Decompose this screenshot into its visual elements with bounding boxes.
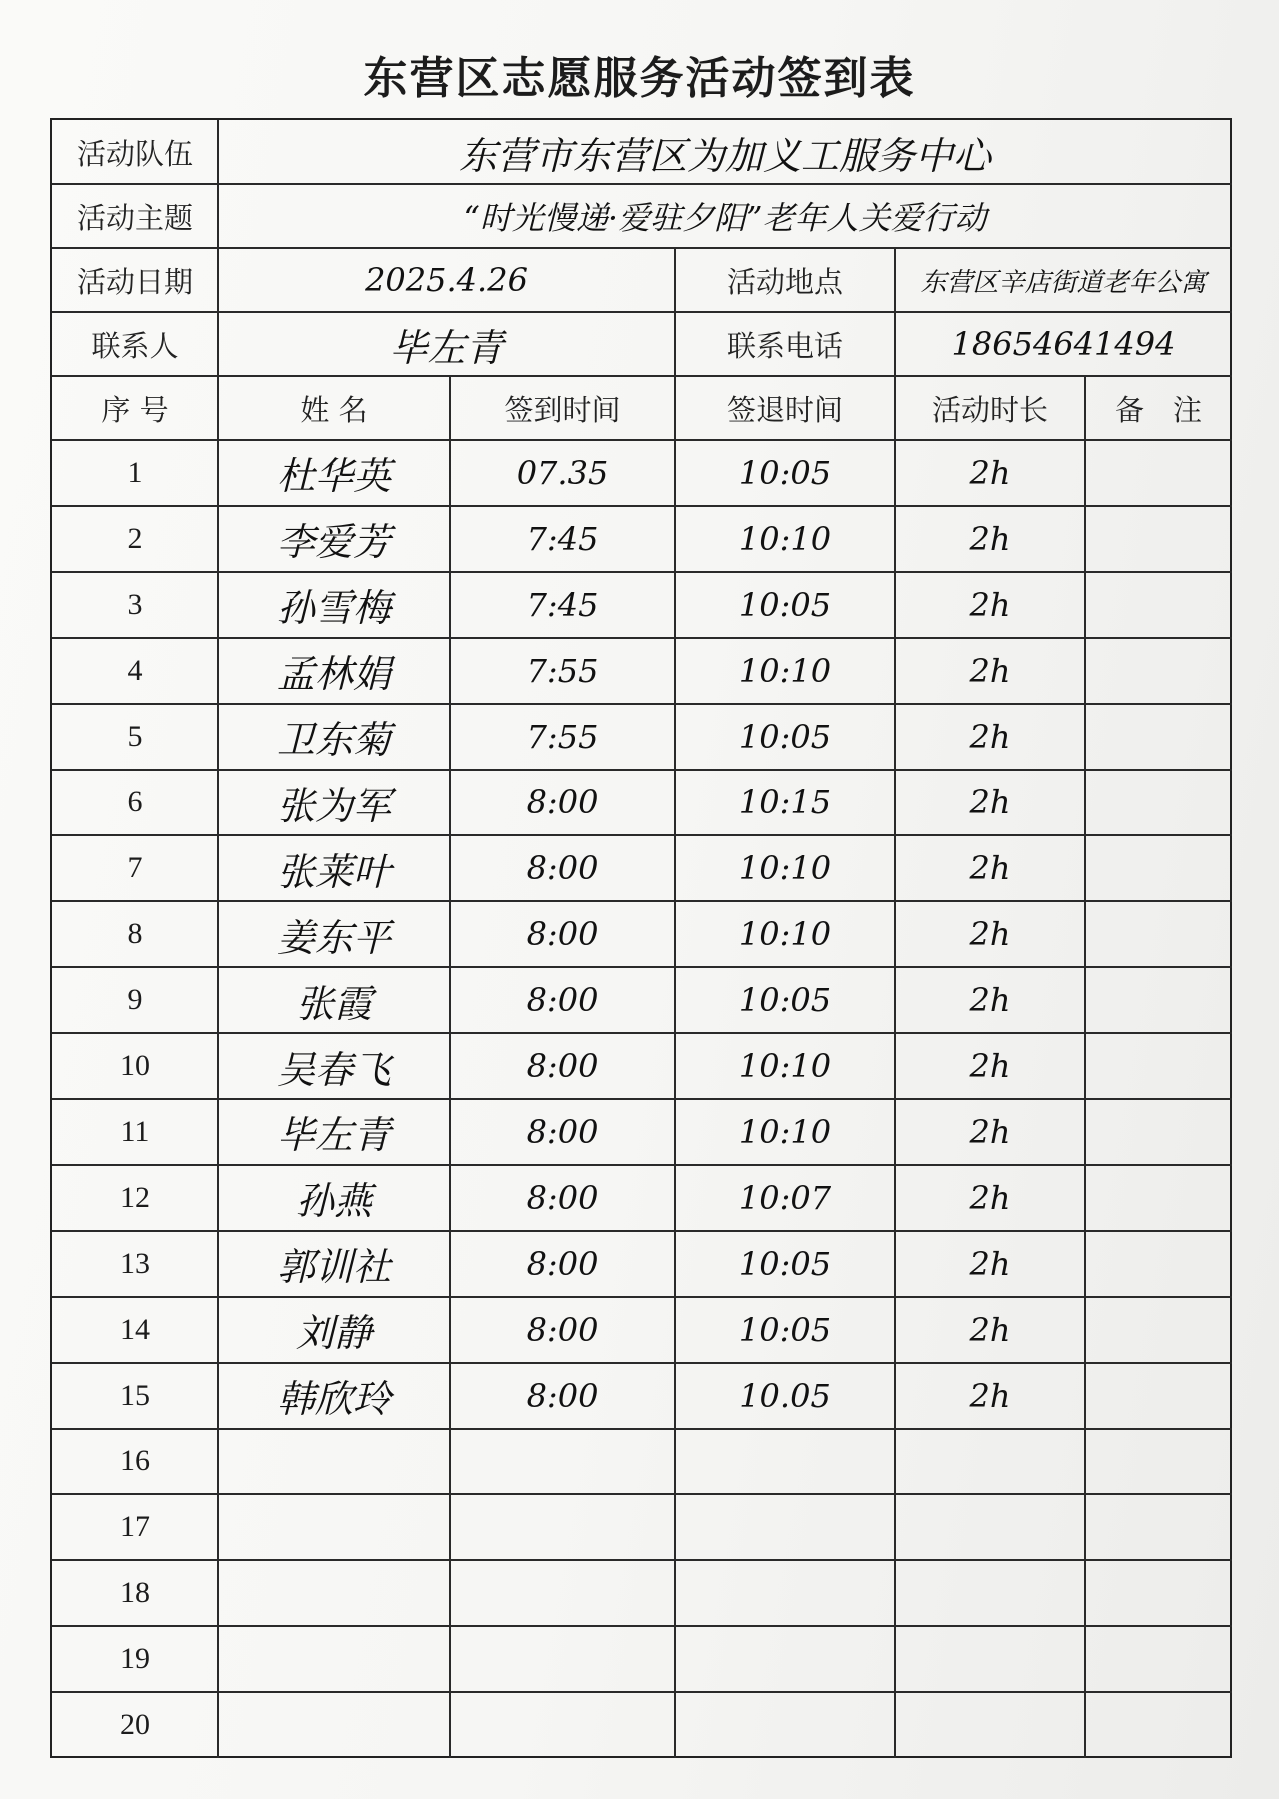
row-number: 11 [120,1114,150,1148]
row-divider [52,1493,1232,1495]
team-value: 东营市东营区为加义工服务中心 [458,133,991,178]
duration: 2h [969,915,1011,954]
row-divider [52,1559,1232,1561]
volunteer-name: 毕左青 [276,1113,391,1158]
signin-time: 7:45 [526,585,599,624]
column-divider [449,376,451,1758]
row-divider [52,1625,1232,1627]
note [1085,835,1232,901]
signout-time: 10.05 [739,1376,831,1415]
duration: 2h [969,1244,1011,1283]
row-number: 9 [127,983,143,1017]
volunteer-name [218,1560,450,1626]
volunteer-name: 张为军 [276,783,391,828]
signin-time: 8:00 [526,1310,599,1349]
signout-time: 10:15 [738,783,832,822]
column-divider [217,120,219,1758]
signout-time: 10:10 [738,915,832,954]
duration [895,1560,1085,1626]
volunteer-name [218,1692,450,1758]
signin-time: 8:00 [526,783,599,822]
signout-time: 10:05 [738,981,832,1020]
row-divider [52,703,1232,705]
duration: 2h [969,1112,1011,1151]
row-divider [52,1230,1232,1232]
volunteer-name: 卫东菊 [276,718,391,763]
note [1085,1363,1232,1429]
volunteer-name: 孙燕 [295,1179,372,1224]
row-divider [52,637,1232,639]
row-number: 8 [127,917,143,951]
signout-time [675,1626,895,1692]
column-divider [894,248,896,1758]
row-divider [52,900,1232,902]
row-number: 10 [120,1049,150,1083]
date-value: 2025.4.26 [365,261,528,299]
volunteer-name: 杜华英 [276,454,391,499]
row-number: 12 [120,1180,150,1214]
note [1085,572,1232,638]
signin-time: 8:00 [526,1178,599,1217]
duration: 2h [969,519,1011,558]
signin-time [450,1429,675,1495]
row-number: 15 [120,1378,150,1412]
signin-time [450,1626,675,1692]
note [1085,1231,1232,1297]
signout-time: 10:05 [738,585,832,624]
note [1085,440,1232,506]
note [1085,638,1232,704]
signin-time: 8:00 [526,1047,599,1086]
row-divider [52,966,1232,968]
signout-time [675,1692,895,1758]
duration: 2h [969,981,1011,1020]
signin-time: 8:00 [526,981,599,1020]
note [1085,1626,1232,1692]
volunteer-name: 李爱芳 [276,520,391,565]
signout-time: 10:10 [738,519,832,558]
volunteer-name: 姜东平 [276,915,391,960]
row-divider [52,505,1232,507]
col-header-note: 备 注 [1114,392,1202,427]
note [1085,506,1232,572]
row-divider [52,1362,1232,1364]
signout-time: 10:10 [738,1047,832,1086]
place-label: 活动地点 [726,264,843,299]
row-divider [52,311,1232,313]
row-number: 18 [120,1576,150,1610]
row-divider [52,1296,1232,1298]
row-divider [52,1032,1232,1034]
note [1085,1099,1232,1165]
volunteer-name: 吴春飞 [276,1047,391,1092]
contact-value: 毕左青 [389,325,504,370]
date-label: 活动日期 [76,264,193,299]
col-header-duration: 活动时长 [931,392,1048,427]
col-header-signin: 签到时间 [504,392,621,427]
row-number: 3 [127,587,143,621]
row-divider [52,439,1232,441]
contact-label: 联系人 [91,328,179,363]
duration: 2h [969,1376,1011,1415]
team-label: 活动队伍 [76,136,193,171]
duration: 2h [969,651,1011,690]
signin-time: 7:45 [526,519,599,558]
row-divider [52,769,1232,771]
volunteer-name: 刘静 [295,1311,372,1356]
row-number: 6 [127,785,143,819]
row-divider [52,834,1232,836]
volunteer-name [218,1429,450,1495]
note [1085,1692,1232,1758]
note [1085,1297,1232,1363]
note [1085,1429,1232,1495]
theme-label: 活动主题 [76,200,193,235]
signout-time [675,1429,895,1495]
signout-time: 10:05 [738,1244,832,1283]
signout-time: 10:10 [738,1112,832,1151]
volunteer-name [218,1626,450,1692]
signout-time: 10:10 [738,651,832,690]
column-divider [1084,376,1086,1758]
note [1085,1494,1232,1560]
signin-time: 8:00 [526,1244,599,1283]
row-divider [52,1098,1232,1100]
note [1085,1033,1232,1099]
row-number: 4 [127,653,143,687]
row-divider [52,1164,1232,1166]
signout-time: 10:10 [738,849,832,888]
row-number: 14 [120,1312,150,1346]
duration: 2h [969,1047,1011,1086]
duration: 2h [969,453,1011,492]
row-number: 1 [127,455,143,489]
volunteer-name: 张莱叶 [276,849,391,894]
volunteer-name [218,1494,450,1560]
volunteer-name: 孟林娟 [276,652,391,697]
col-header-signout: 签退时间 [726,392,843,427]
row-number: 5 [127,719,143,753]
signin-time [450,1560,675,1626]
volunteer-name: 张霞 [295,981,372,1026]
duration: 2h [969,783,1011,822]
row-number: 19 [120,1642,150,1676]
row-number: 13 [120,1246,150,1280]
duration: 2h [969,1178,1011,1217]
signin-time [450,1692,675,1758]
duration [895,1494,1085,1560]
signout-time: 10:07 [738,1178,832,1217]
note [1085,704,1232,770]
theme-value: “时光慢递·爱驻夕阳”老年人关爱行动 [463,199,987,237]
signout-time [675,1560,895,1626]
signout-time: 10:05 [738,453,832,492]
col-header-no: 序 号 [101,392,169,427]
signin-time: 07.35 [516,453,609,492]
row-number: 16 [120,1444,150,1478]
duration: 2h [969,1310,1011,1349]
volunteer-name: 韩欣玲 [276,1377,391,1422]
signin-time: 7:55 [526,717,599,756]
duration [895,1429,1085,1495]
col-header-name: 姓 名 [300,392,368,427]
note [1085,1560,1232,1626]
duration [895,1692,1085,1758]
row-divider [52,247,1232,249]
note [1085,967,1232,1033]
volunteer-name: 孙雪梅 [276,586,391,631]
row-divider [52,375,1232,377]
row-divider [52,1691,1232,1693]
signin-time [450,1494,675,1560]
signin-time: 8:00 [526,1112,599,1151]
row-number: 17 [120,1510,150,1544]
row-divider [52,183,1232,185]
duration: 2h [969,849,1011,888]
signout-time [675,1494,895,1560]
signin-time: 7:55 [526,651,599,690]
signin-time: 8:00 [526,915,599,954]
note [1085,770,1232,836]
form-title: 东营区志愿服务活动签到表 [363,53,916,104]
phone-value: 18654641494 [951,325,1176,363]
row-divider [52,1428,1232,1430]
row-number: 20 [120,1708,150,1742]
row-number: 2 [127,521,143,555]
volunteer-name: 郭训社 [276,1245,391,1290]
signin-time: 8:00 [526,849,599,888]
note [1085,1165,1232,1231]
duration [895,1626,1085,1692]
duration: 2h [969,585,1011,624]
row-divider [52,571,1232,573]
row-number: 7 [127,851,143,885]
phone-label: 联系电话 [726,328,843,363]
signout-time: 10:05 [738,717,832,756]
column-divider [674,248,676,1758]
signout-time: 10:05 [738,1310,832,1349]
note [1085,901,1232,967]
place-value: 东营区辛店街道老年公寓 [920,267,1207,298]
duration: 2h [969,717,1011,756]
signin-time: 8:00 [526,1376,599,1415]
signin-table [50,118,1232,1758]
